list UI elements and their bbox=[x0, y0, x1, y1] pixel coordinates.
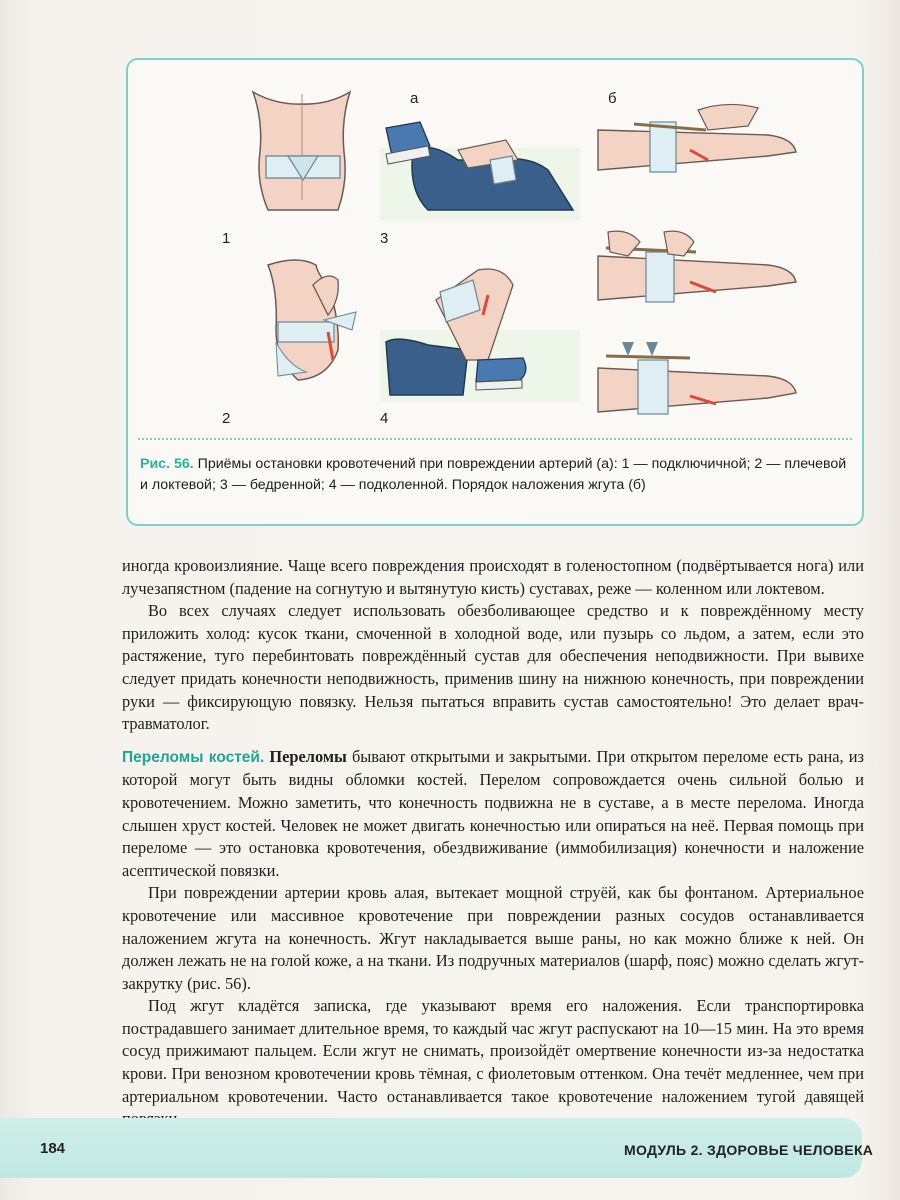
figure-label-b: б bbox=[608, 90, 617, 107]
figure-56 bbox=[126, 58, 864, 526]
page-number: 184 bbox=[40, 1140, 66, 1157]
figure-label-2: 2 bbox=[222, 410, 231, 427]
paragraph-4: При повреждении артерии кровь алая, вытекает мощной струёй, как бы фонтаном. Артериальное кровотечение или массивное кровотечение при повреждении разных сосудов останавливается наложением жгута на конечность. Жгут накладывается выше раны, но как можно ближе к ней. Он должен лежать не на голой коже, а на ткани. Из подручных материалов (шарф, пояс) можно сделать жгут-закрутку (рис. 56). bbox=[122, 883, 864, 993]
figure-label-4: 4 bbox=[380, 410, 389, 427]
paragraph-5: Под жгут кладётся записка, где указывают время его наложения. Если транспортировка пострадавшего занимает длительное время, то каждый час жгут распускают на 10—15 мин. На это время сосуд прижимают пальцем. Если жгут не снимать, произойдёт омертвение конечности из-за недостатка крови. При венозном кровотечении кровь тёмная, с фиолетовым оттенком. Она течёт медленнее, чем при артериальном кровотечении. Часто останавливается такое кровотечение наложением тугой давящей bbox=[122, 996, 864, 1106]
illustration-femoral-bandage bbox=[380, 122, 580, 220]
section-heading-fractures: Переломы костей. bbox=[122, 748, 265, 766]
main-text bbox=[122, 555, 864, 1131]
paragraph-1: иногда кровоизлияние. Чаще всего повреждения происходят в голеностопном (подвёртывается нога) или лучезапястном (падение на согнутую и вытянутую кисть) суставах, реже — коленном или локтевом. bbox=[122, 556, 864, 598]
figure-label-1: 1 bbox=[222, 230, 231, 247]
figure-caption bbox=[140, 454, 852, 496]
figure-label-a: а bbox=[410, 90, 419, 107]
illustration-tourniquet-step-1 bbox=[598, 104, 796, 172]
term-fractures: Переломы bbox=[269, 746, 347, 766]
caption-label: Рис. 56. bbox=[140, 456, 194, 472]
illustration-tourniquet-step-3 bbox=[598, 342, 796, 414]
illustration-subclavian-bandage bbox=[253, 92, 350, 210]
paragraph-3 bbox=[122, 746, 864, 883]
figure-label-3: 3 bbox=[380, 230, 389, 247]
illustration-popliteal-bandage bbox=[380, 269, 580, 402]
illustration-tourniquet-step-2 bbox=[598, 231, 796, 302]
figure-illustrations bbox=[128, 60, 866, 440]
caption-divider bbox=[138, 438, 852, 440]
illustration-brachial-bandage bbox=[268, 260, 356, 380]
paragraph-3-text: бывают открытыми и закрытыми. При открытом переломе есть рана, из которой могут быть видны обломки костей. Перелом сопровождается очень сильной болью и кровотечением. Можно заметить, что конечность подвижна не в суставе, а в месте перелома. Иногда слышен хруст костей. Человек не может двигать конечностью или опираться на неё. Первая помощь при переломе — это остановка кровотечения, обездвиживание (иммобилизация) конечности и наложение асептической повязки. bbox=[122, 746, 864, 880]
caption-text: Приёмы остановки кровотечений при повреждении артерий (а): 1 — подключичной; 2 — плечевой и локтевой; 3 — бедренной; 4 — подколенной. Порядок наложения жгута (б) bbox=[140, 456, 847, 493]
paragraph-2: Во всех случаях следует использовать обезболивающее средство и к повреждённому месту приложить холод: кусок ткани, смоченной в холодной воде, или пузырь со льдом, а затем, если это растяжение, туго перебинтовать повреждённый сустав для обеспечения неподвижности. При вывихе следует придать конечности неподвижность, применив шину на нижнюю конечность, при повреждении руки — фиксирующую повязку. Нельзя пытаться вправить сустав самостоятельно! Это делает врач-травматолог. bbox=[122, 601, 864, 734]
module-title: МОДУЛЬ 2. ЗДОРОВЬЕ ЧЕЛОВЕКА bbox=[624, 1142, 874, 1158]
